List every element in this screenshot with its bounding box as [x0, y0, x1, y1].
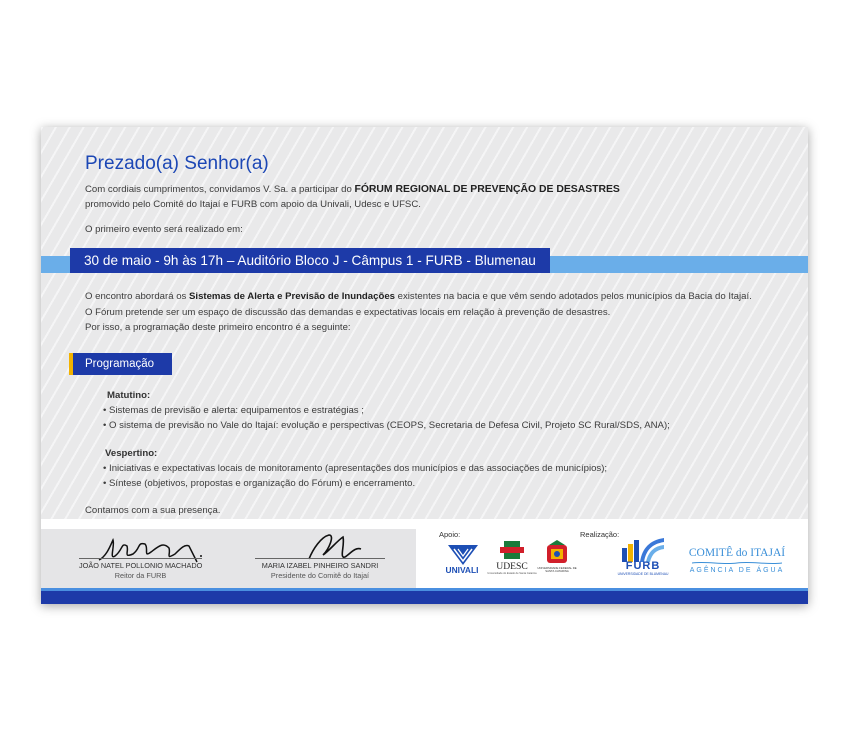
morning-item: • Sistemas de previsão e alerta: equipamentos e estratégias ; [103, 405, 364, 416]
greeting-title: Prezado(a) Senhor(a) [85, 153, 269, 174]
furb-subtitle: UNIVERSIDADE DE BLUMENAU [617, 572, 669, 576]
afternoon-item: • Iniciativas e expectativas locais de monitoramento (apresentações dos municípios e das associações de municípios); [103, 463, 608, 474]
signer-name: JOÃO NATEL POLLONIO MACHADO [79, 561, 203, 570]
organizer-label: Realização: [580, 530, 620, 539]
comite-wave-icon [692, 561, 782, 565]
univali-logo-icon [446, 543, 480, 567]
description-text: O encontro abordará os [85, 291, 189, 302]
signer-name: MARIA IZABEL PINHEIRO SANDRI [261, 561, 379, 570]
univali-name: UNIVALI [445, 565, 479, 575]
alert-systems-highlight: Sistemas de Alerta e Previsão de Inundações [189, 291, 395, 302]
comite-subtitle: AGÊNCIA DE ÁGUA [689, 567, 785, 574]
furb-name: FURB [625, 560, 661, 572]
furb-logo-icon [618, 536, 666, 562]
event-banner-text: 30 de maio - 9h às 17h – Auditório Bloco J - Câmpus 1 - FURB - Blumenau [84, 253, 536, 268]
forum-name: FÓRUM REGIONAL DE PREVENÇÃO DE DESASTRES [354, 184, 620, 195]
description-text-cont: existentes na bacia e que vêm sendo adotados pelos municípios da Bacia do Itajaí. [395, 291, 752, 302]
ufsc-name: UNIVERSIDADE FEDERAL DE SANTA CATARINA [537, 566, 577, 574]
footer-bar [41, 591, 808, 604]
morning-item: • O sistema de previsão no Vale do Itajaí: evolução e perspectivas (CEOPS, Secretaria de Defesa Civil, Projeto SC Rural/SDS, ANA); [103, 420, 670, 431]
afternoon-item: • Síntese (objetivos, propostas e organização do Fórum) e encerramento. [103, 478, 416, 489]
comite-name-part: do ITAJAÍ [732, 547, 786, 559]
comite-itajai-name [682, 547, 792, 559]
signature-line [79, 558, 202, 559]
ufsc-crest-icon [544, 539, 570, 567]
description-line-3: Por isso, a programação deste primeiro encontro é a seguinte: [85, 322, 351, 333]
afternoon-label: Vespertino: [105, 448, 158, 459]
support-label: Apoio: [439, 530, 461, 539]
closing-text: Contamos com a sua presença. [85, 505, 221, 516]
first-event-intro: O primeiro evento será realizado em: [85, 224, 243, 235]
invitation-card [41, 127, 808, 604]
comite-name-part: COMITÊ [688, 547, 733, 559]
signer-role: Reitor da FURB [114, 571, 167, 580]
signer-role: Presidente do Comitê do Itajaí [270, 571, 370, 580]
description-line-2: O Fórum pretende ser um espaço de discussão das demandas e expectativas locais em relação à prevenção de desastres. [85, 307, 611, 318]
udesc-name: UDESC [496, 561, 528, 572]
signature-block [255, 558, 385, 581]
program-title: Programação [73, 353, 172, 375]
description-line-1 [85, 289, 752, 305]
morning-label: Matutino: [107, 390, 151, 401]
intro-line-2: promovido pelo Comitê do Itajaí e FURB com apoio da Univali, Udesc e UFSC. [85, 199, 421, 210]
udesc-subtitle: Universidade do Estado de Santa Catarina [487, 572, 537, 575]
signature-line [255, 558, 385, 559]
intro-text: Com cordiais cumprimentos, convidamos V. Sa. a participar do [85, 184, 355, 195]
udesc-logo-icon [500, 541, 524, 561]
intro-line-1 [85, 182, 620, 198]
signature-block [79, 558, 202, 581]
